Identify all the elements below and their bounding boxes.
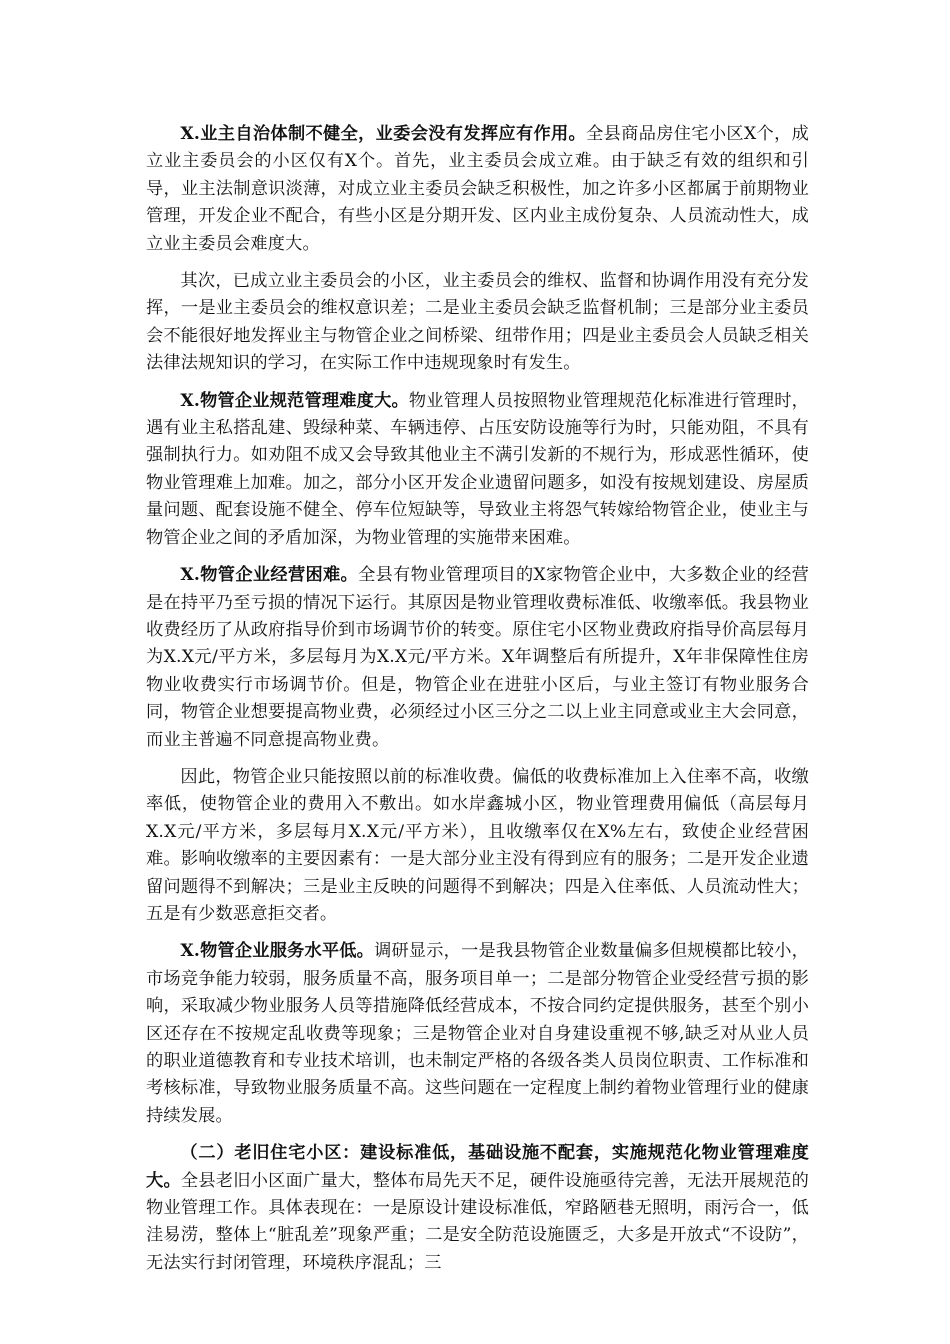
paragraph-heading: （二）老旧住宅小区：建设标准低，基础设施不配套，实施规范化物业管理难度大。: [146, 1143, 809, 1191]
paragraph-text: 全县商品房住宅小区X个，成立业主委员会的小区仅有X个。首先，业主委员会成立难。由于缺乏有效的组织和引导，业主法制意识淡薄，对成立业主委员会缺乏积极性，加之许多小区都属于前期物业管理，开发企业不配合，有些小区是分期开发、区内业主成份复杂、人员流动性大，成立业主委员会难度大。: [146, 124, 810, 254]
paragraph-owner-self-governance: [146, 121, 809, 258]
paragraph-text: 全县老旧小区面广量大，整体布局先天不足，硬件设施亟待完善，无法开展规范的物业管理工作。具体表现在：一是原设计建设标准低，窄路陋巷无照明，雨污合一，低洼易涝，整体上“脏乱差”现象严重；二是安全防范设施匮乏，大多是开放式“不设防”，无法实行封闭管理，环境秩序混乱；三: [146, 1170, 809, 1273]
paragraph-service-level: [146, 938, 809, 1130]
paragraph-management-difficulty: [146, 388, 809, 552]
paragraph-text: 调研显示，一是我县物管企业数量偏多但规模都比较小，市场竞争能力较弱，服务质量不高，服务项目单一；二是部分物管企业受经营亏损的影响，采取减少物业服务人员等措施降低经营成本，不按合同约定提供服务，甚至个别小区还存在不按规定乱收费等现象；三是物管企业对自身建设重视不够,缺乏对从业人员的职业道德教育和专业技术培训，也未制定严格的各级各类人员岗位职责、工作标准和考核标准，导致物业服务质量不高。这些问题在一定程度上制约着物业管理行业的健康持续发展。: [146, 941, 809, 1126]
paragraph-text: 全县有物业管理项目的X家物管企业中，大多数企业的经营是在持平乃至亏损的情况下运行。其原因是物业管理收费标准低、收缴率低。我县物业收费经历了从政府指导价到市场调节价的转变。原住宅小区物业费政府指导价高层每月为X.X元/平方米，多层每月为X.X元/平方米。X年调整后有所提升，X年非保障性住房物业收费实行市场调节价。但是，物管企业在进驻小区后，与业主签订有物业服务合同，物管企业想要提高物业费，必须经过小区三分之二以上业主同意或业主大会同意，而业主普遍不同意提高物业费。: [146, 565, 809, 750]
paragraph-text: 物业管理人员按照物业管理规范化标准进行管理时，遇有业主私搭乱建、毁绿种菜、车辆违停、占压安防设施等行为时，只能劝阻，不具有强制执行力。如劝阻不成又会导致其他业主不满引发新的不规行为，形成恶性循环，使物业管理难上加难。加之，部分小区开发企业遗留问题多，如没有按规划建设、房屋质量问题、配套设施不健全、停车位短缺等，导致业主将怨气转嫁给物管企业，使业主与物管企业之间的矛盾加深，为物业管理的实施带来困难。: [146, 390, 810, 548]
paragraph-owner-committee-role: [146, 268, 809, 378]
paragraph-text: 其次，已成立业主委员会的小区，业主委员会的维权、监督和协调作用没有充分发挥，一是业主委员会的维权意识差；二是业主委员会缺乏监督机制；三是部分业主委员会不能很好地发挥业主与物管企业之间桥梁、纽带作用；四是业主委员会人员缺乏相关法律法规知识的学习，在实际工作中违规现象时有发生。: [146, 271, 809, 374]
paragraph-operating-difficulty: [146, 562, 809, 754]
paragraph-heading: X.物管企业规范管理难度大。: [180, 390, 409, 411]
paragraph-heading: X.业主自治体制不健全，业委会没有发挥应有作用。: [180, 124, 587, 144]
paragraph-fee-collection: [146, 764, 809, 928]
paragraph-heading: X.物管企业经营困难。: [180, 565, 359, 586]
paragraph-text: 因此，物管企业只能按照以前的标准收费。偏低的收费标准加上入住率不高，收缴率低，使物管企业的费用入不敷出。如水岸鑫城小区，物业管理费用偏低（高层每月X.X元/平方米，多层每月X.X元/平方米），且收缴率仅在X%左右，致使企业经营困难。影响收缴率的主要因素有：一是大部分业主没有得到应有的服务；二是开发企业遗留问题得不到解决；三是业主反映的问题得不到解决；四是入住率低、人员流动性大；五是有少数恶意拒交者。: [146, 766, 809, 924]
paragraph-heading: X.物管企业服务水平低。: [180, 941, 375, 962]
paragraph-old-residential: [146, 1140, 809, 1277]
